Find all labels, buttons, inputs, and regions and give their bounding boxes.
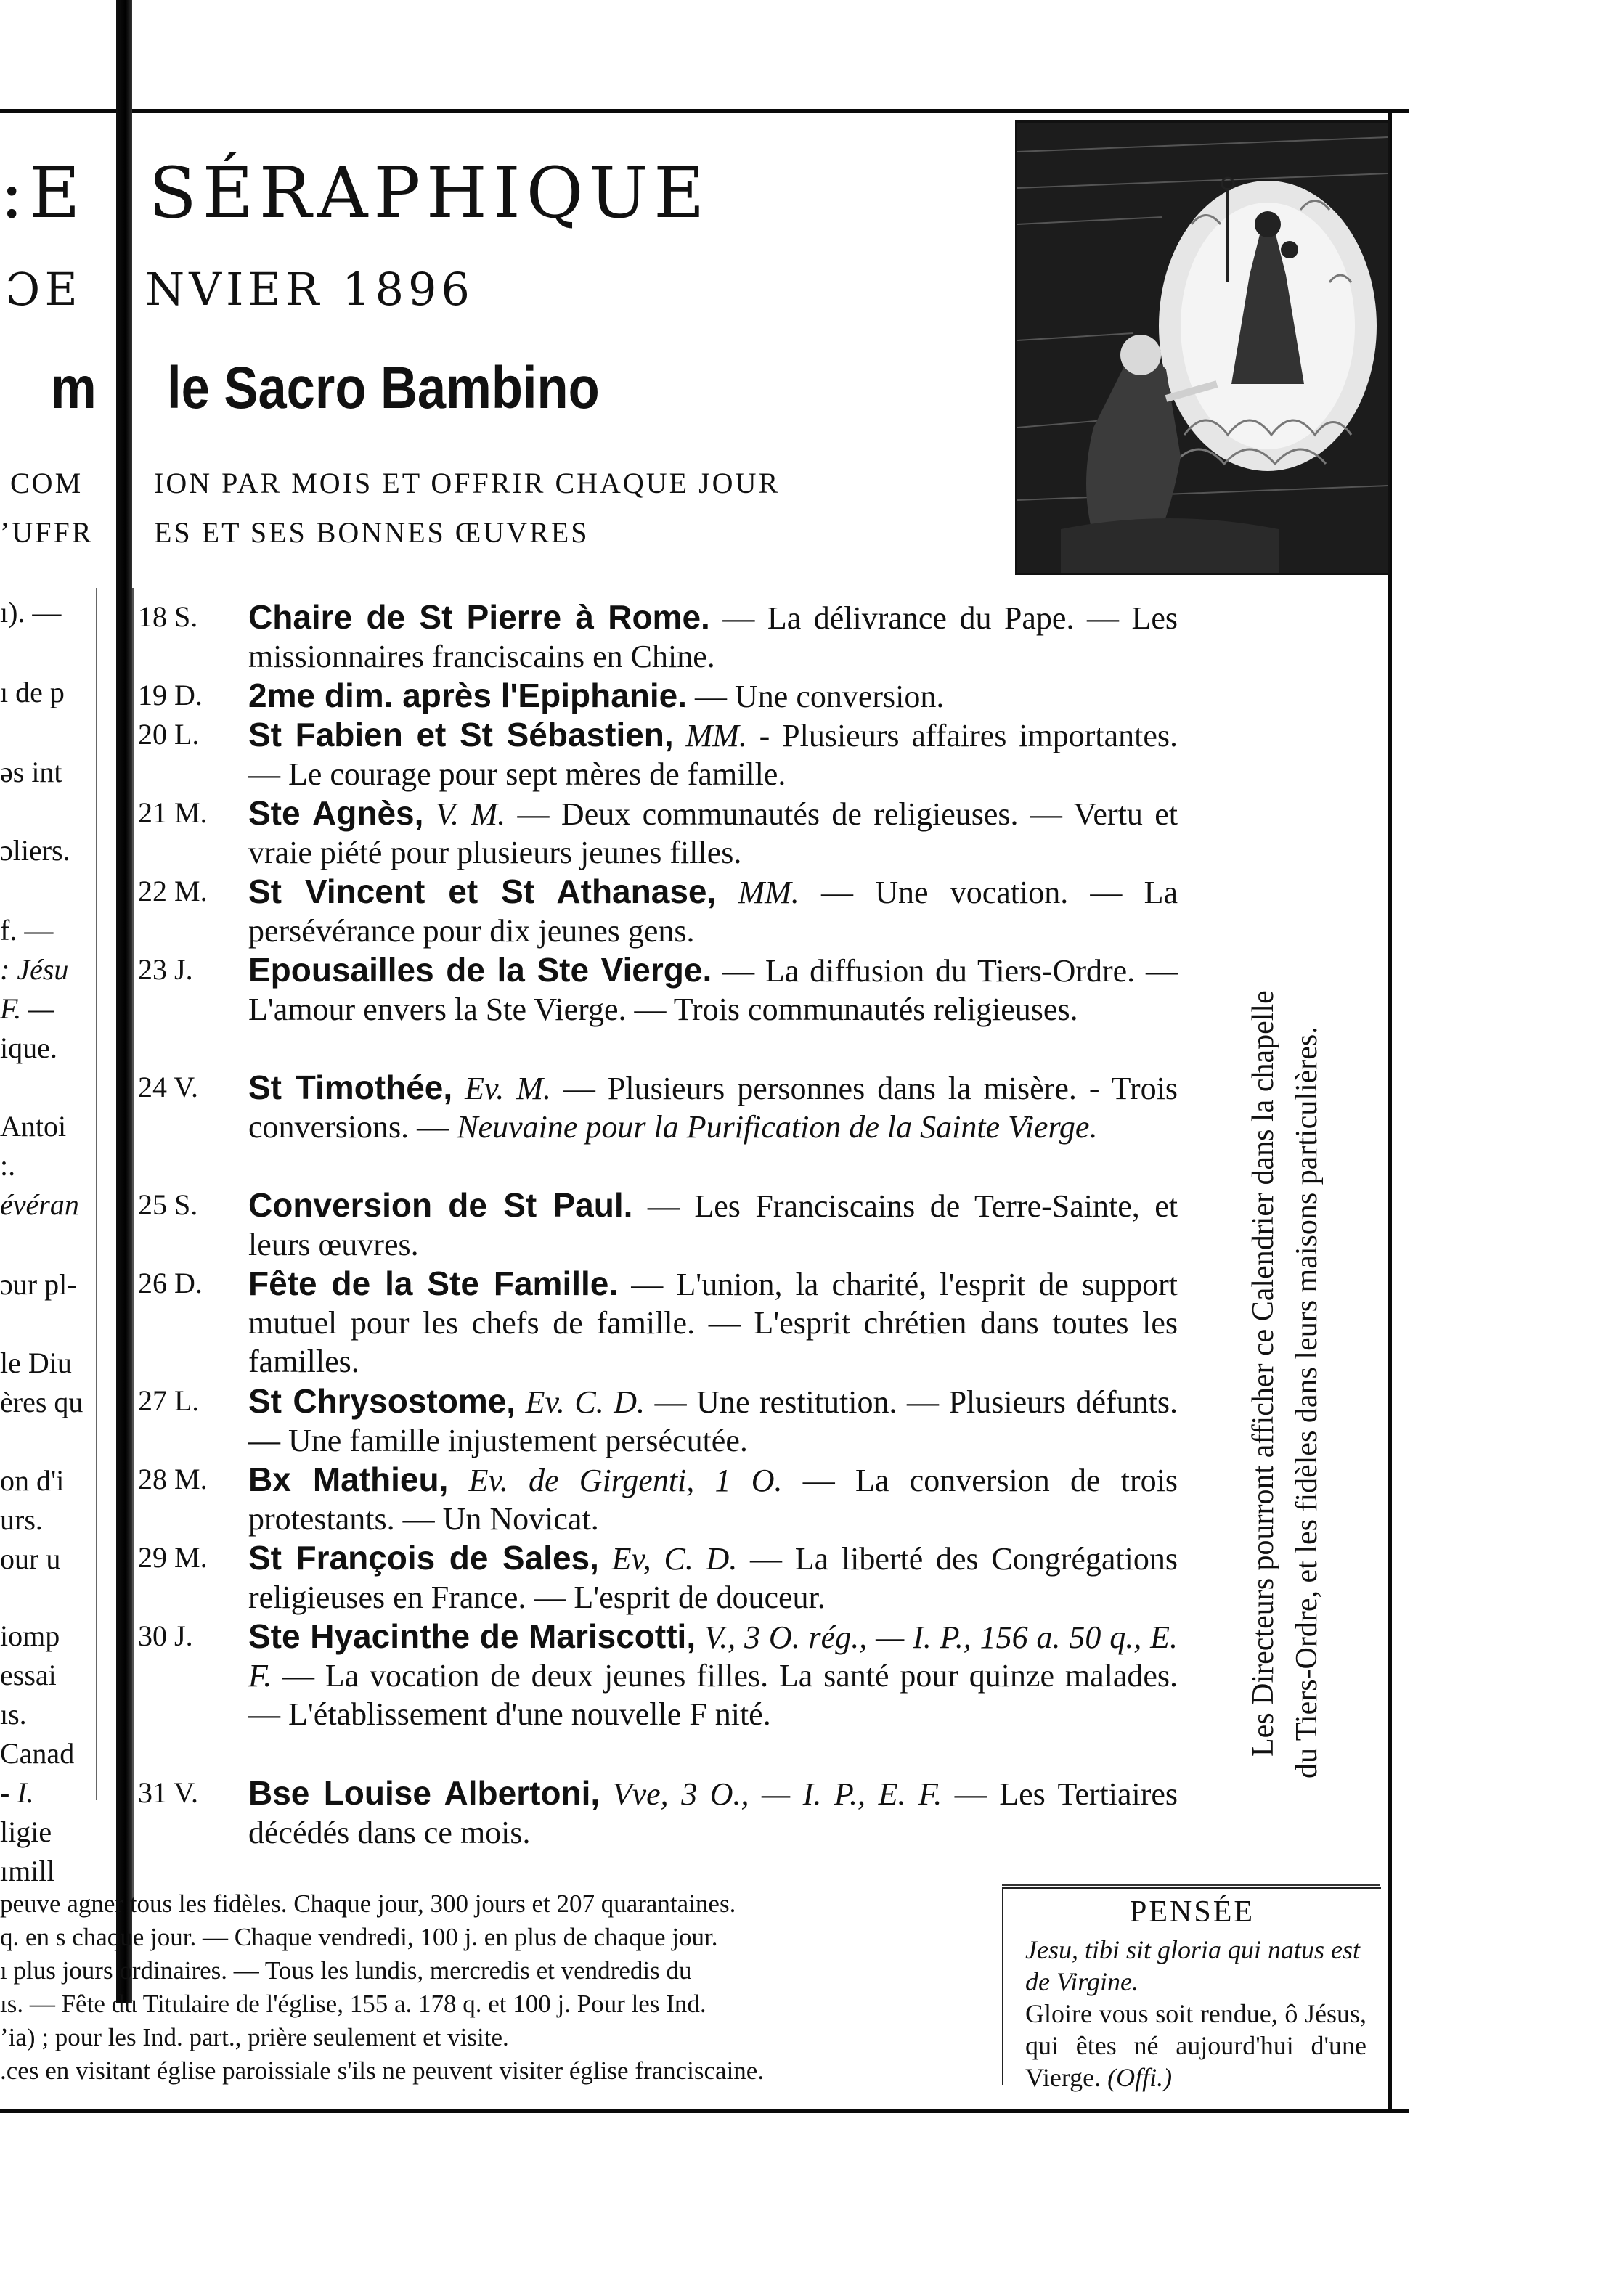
pensee-box (1002, 1887, 1381, 2092)
weekday-letter: V. (174, 1071, 199, 1103)
feast-qualifier: V. M. (423, 796, 506, 832)
bottom-rule (0, 2109, 1409, 2113)
entry-date (138, 678, 240, 712)
indulgence-line: ı plus jours ordinaires. — Tous les lundis, mercredis et vendredis du (0, 1956, 692, 1985)
feast-qualifier: Vve, 3 O., — I. P., E. F. (600, 1776, 942, 1812)
indulgences-block (0, 1887, 995, 2088)
left-fragment: əs int (0, 756, 62, 788)
intention-text: — Les Franciscains de Terre-Sainte, et leurs œuvres. (248, 1188, 1178, 1262)
weekday-letter: D. (174, 679, 203, 711)
intention-text: - Plusieurs affaires importantes. — Le courage pour sept mères de famille. (248, 718, 1178, 792)
left-fragment: ɔliers. (0, 834, 70, 867)
feast-name: Epousailles de la Ste Vierge. (248, 951, 712, 989)
instruction-line1-left: COM (10, 467, 83, 499)
day-number: 25 (138, 1188, 167, 1221)
left-fragment: essai (0, 1659, 57, 1691)
novena-note: Neuvaine pour la Purification de la Sainte Vierge. (449, 1109, 1098, 1145)
entry-text (248, 598, 1178, 676)
top-rule (0, 109, 1409, 113)
indulgence-line: peuve agner tous les fidèles. Chaque jour, 300 jours et 207 quarantaines. (0, 1889, 736, 1918)
entry-date (138, 1619, 240, 1653)
intention-text: — Deux communautés de religieuses. — Vertu et vraie piété pour plusieurs jeunes filles. (248, 796, 1178, 870)
left-fragment: F. — (0, 992, 54, 1025)
weekday-letter: M. (174, 1541, 208, 1574)
entry-date (138, 796, 240, 830)
weekday-letter: M. (174, 796, 208, 829)
entry-text (248, 1460, 1178, 1538)
feast-name: St François de Sales, (248, 1539, 599, 1577)
feast-qualifier: Ev. M. (452, 1071, 551, 1106)
weekday-letter: M. (174, 1463, 208, 1495)
day-number: 21 (138, 796, 167, 829)
header-subtitle: le Sacro Bambino (167, 355, 600, 421)
binding-shadow (116, 0, 132, 2003)
instruction-line2: ES ET SES BONNES ŒUVRES (154, 516, 590, 549)
intention-text: — Les Tertiaires décédés dans ce mois. (248, 1776, 1178, 1850)
pensee-title: PENSÉE (1129, 1895, 1255, 1929)
entry-date (138, 874, 240, 908)
day-number: 26 (138, 1267, 167, 1299)
feast-name: Bx Mathieu, (248, 1460, 449, 1498)
left-fragment: :. (0, 1149, 16, 1182)
day-number: 31 (138, 1776, 167, 1809)
entry-text (248, 1265, 1178, 1381)
entry-text (248, 873, 1178, 950)
weekday-letter: V. (174, 1776, 199, 1809)
weekday-letter: S. (174, 1188, 198, 1221)
day-number: 18 (138, 600, 167, 633)
engraving-saint-kneeling-before-madonna-icon (1017, 123, 1388, 573)
left-fragment: : Jésu (0, 953, 69, 986)
column-rule-1 (96, 588, 97, 1800)
entry-text (248, 677, 1178, 716)
entry-text (248, 1617, 1178, 1733)
engraving-image (1015, 120, 1390, 575)
intention-text: — La liberté des Congrégations religieuses en France. — L'esprit de douceur. (248, 1541, 1178, 1615)
weekday-letter: M. (174, 875, 208, 907)
day-number: 19 (138, 679, 167, 711)
weekday-letter: J. (174, 953, 193, 986)
entry-date (138, 1266, 240, 1300)
header-subtitle-left: m (51, 355, 97, 421)
indulgence-line: ʼia) ; pour les Ind. part., prière seulement et visite. (0, 2023, 509, 2051)
header-title-left: :E (0, 152, 86, 234)
pensee-french (1025, 1998, 1366, 2093)
intention-text: — L'union, la charité, l'esprit de support mutuel pour les chefs de famille. — L'esprit chrétien dans toutes les familles. (248, 1267, 1178, 1379)
feast-name: Ste Agnès, (248, 794, 424, 832)
left-fragment: ères qu (0, 1386, 83, 1418)
left-fragment: f. — (0, 914, 54, 947)
left-fragment: ɔur pl- (0, 1268, 77, 1301)
feast-name: Bse Louise Albertoni, (248, 1774, 600, 1812)
intention-text: — La diffusion du Tiers-Ordre. — L'amour envers la Ste Vierge. — Trois communautés religieuses. (248, 953, 1178, 1027)
intention-text: — La conversion de trois protestants. — Un Novicat. (248, 1463, 1178, 1537)
day-number: 20 (138, 718, 167, 751)
entry-text (248, 1774, 1178, 1852)
left-fragment: ı). — (0, 596, 62, 629)
indulgence-top-rule (1002, 1884, 1380, 1886)
entry-text (248, 951, 1178, 1029)
instruction-line1: ION PAR MOIS ET OFFRIR CHAQUE JOUR (154, 467, 781, 499)
entry-text (248, 1069, 1178, 1146)
instruction-line2-left: ʼUFFR (0, 516, 94, 549)
entry-date (138, 1540, 240, 1574)
column-rule-2 (132, 588, 134, 1909)
day-number: 28 (138, 1463, 167, 1495)
header-title: SÉRAPHIQUE (149, 152, 711, 234)
weekday-letter: L. (174, 1384, 200, 1417)
left-fragment: - I. (0, 1776, 34, 1809)
feast-name: Fête de la Ste Famille. (248, 1265, 619, 1302)
left-fragment: on d'i (0, 1464, 65, 1497)
intention-text: — Plusieurs personnes dans la misère. - Trois conversions. — (248, 1071, 1178, 1145)
left-fragment: Canad (0, 1737, 75, 1770)
day-number: 24 (138, 1071, 167, 1103)
entry-date (138, 952, 240, 986)
left-fragment: iomp (0, 1619, 60, 1652)
feast-name: 2me dim. après l'Epiphanie. (248, 677, 688, 714)
left-fragment: ı de p (0, 676, 65, 708)
day-number: 29 (138, 1541, 167, 1574)
day-number: 23 (138, 953, 167, 986)
feast-qualifier: MM. (673, 718, 747, 753)
entry-date (138, 717, 240, 751)
indulgence-line: ıs. — Fête du Titulaire de l'église, 155 a. 178 q. et 100 j. Pour les Ind. (0, 1990, 706, 2018)
entry-text (248, 716, 1178, 793)
side-note-line1: Les Directeurs pourront afficher ce Calendrier dans la chapelle (1247, 990, 1280, 1757)
left-fragment: évéran (0, 1188, 79, 1221)
day-number: 27 (138, 1384, 167, 1417)
left-fragment: urs. (0, 1503, 43, 1536)
weekday-letter: J. (174, 1619, 193, 1652)
entry-date (138, 1462, 240, 1496)
entry-text (248, 1539, 1178, 1617)
feast-name: St Timothée, (248, 1069, 453, 1106)
feast-name: St Fabien et St Sébastien, (248, 716, 674, 753)
left-fragment: ıs. (0, 1698, 27, 1731)
feast-name: St Vincent et St Athanase, (248, 873, 717, 910)
left-fragment: le Diu (0, 1347, 72, 1379)
indulgence-line: .ces en visitant église paroissiale s'ils ne peuvent visiter église franciscaine. (0, 2056, 765, 2085)
feast-qualifier: MM. (716, 875, 799, 910)
left-fragment: ique. (0, 1031, 57, 1064)
entry-date (138, 1776, 240, 1810)
entry-date (138, 1188, 240, 1222)
feast-qualifier: Ev. C. D. (516, 1384, 645, 1420)
left-fragment: ligie (0, 1815, 52, 1848)
feast-name: St Chrysostome, (248, 1382, 516, 1420)
day-number: 30 (138, 1619, 167, 1652)
pensee-source: (Offi.) (1107, 2063, 1173, 2092)
feast-qualifier: V., 3 O. rég., — I. P., 156 a. 50 q., E. F. (248, 1619, 1178, 1694)
feast-name: Conversion de St Paul. (248, 1186, 633, 1224)
feast-name: Chaire de St Pierre à Rome. (248, 598, 710, 636)
intention-text: — La vocation de deux jeunes filles. La santé pour quinze malades. — L'établissement d'une nouvelle F nité. (248, 1658, 1178, 1732)
entry-date (138, 600, 240, 634)
side-note-line2: du Tiers-Ordre, et les fidèles dans leurs maisons particulières. (1290, 1026, 1324, 1778)
left-fragment: Antoi (0, 1110, 67, 1143)
entry-date (138, 1384, 240, 1418)
day-number: 22 (138, 875, 167, 907)
weekday-letter: L. (174, 718, 200, 751)
feast-name: Ste Hyacinthe de Mariscotti, (248, 1617, 696, 1655)
left-fragment: ımill (0, 1855, 55, 1887)
entry-text (248, 1382, 1178, 1460)
left-fragment: our u (0, 1543, 61, 1575)
entry-date (138, 1070, 240, 1104)
intention-text: — La délivrance du Pape. — Les missionnaires franciscains en Chine. (248, 600, 1178, 674)
weekday-letter: D. (174, 1267, 203, 1299)
pensee-latin: Jesu, tibi sit gloria qui natus est de Virgine. (1025, 1935, 1361, 1996)
pensee-french-text: Gloire vous soit rendue, ô Jésus, qui êtes né aujourd'hui d'une Vierge. (1025, 1999, 1366, 2092)
entry-text (248, 1186, 1178, 1264)
entry-text (248, 794, 1178, 872)
header-month: NVIER 1896 (145, 263, 474, 316)
intention-text: — Une vocation. — La persévérance pour dix jeunes gens. (248, 875, 1178, 949)
feast-qualifier: Ev, C. D. (598, 1541, 738, 1577)
header-month-left: ƆE (6, 263, 82, 316)
indulgence-line: q. en s chaque jour. — Chaque vendredi, 100 j. en plus de chaque jour. (0, 1923, 718, 1951)
feast-qualifier: Ev. de Girgenti, 1 O. (448, 1463, 783, 1498)
intention-text: — Une restitution. — Plusieurs défunts. — Une famille injustement persécutée. (248, 1384, 1178, 1458)
weekday-letter: S. (174, 600, 198, 633)
intention-text: — Une conversion. (687, 679, 945, 714)
